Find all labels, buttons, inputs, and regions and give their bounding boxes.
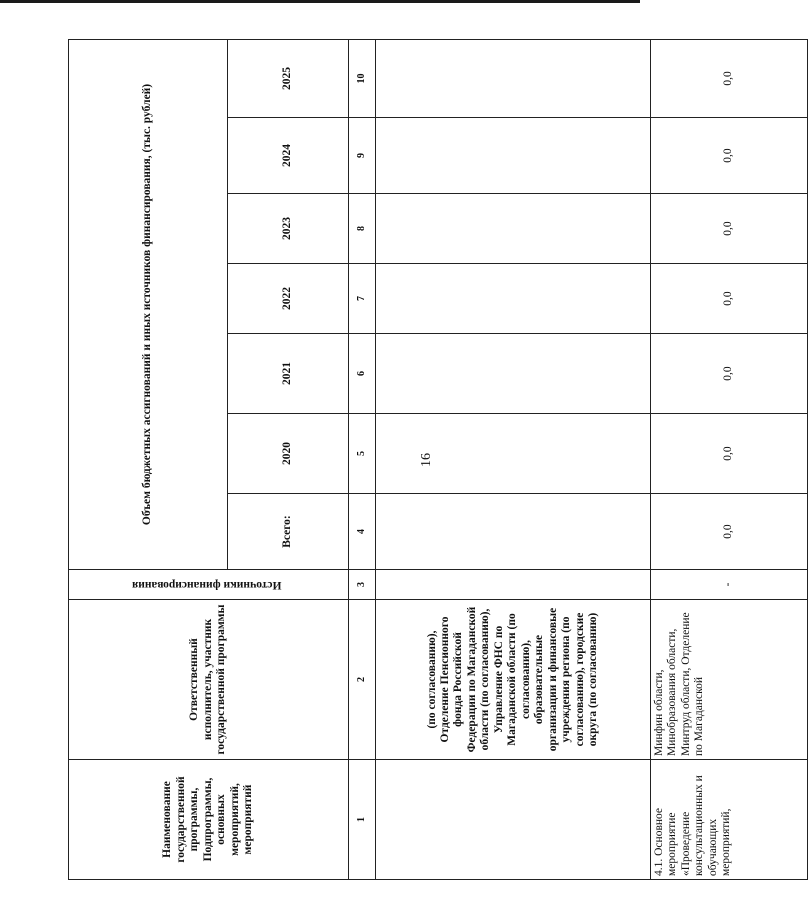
header-year-2024: 2024: [228, 118, 349, 194]
header-year-2020: 2020: [228, 414, 349, 494]
continuation-row: [376, 39, 651, 879]
col-num: 10: [349, 39, 376, 117]
header-executor: Ответственный исполнитель, участник государственной программы: [69, 600, 349, 760]
row-value-2023: 0,0: [651, 194, 808, 264]
header-source-text: Источники финансирования: [131, 579, 282, 592]
row-name: 4.1. Основное мероприятие «Проведение консультационных и обучающих мероприятий,: [651, 760, 808, 880]
col-num: 7: [349, 264, 376, 334]
col-num: 9: [349, 118, 376, 194]
header-row: [69, 39, 228, 879]
header-year-2022: 2022: [228, 264, 349, 334]
cont-cell: [376, 264, 651, 334]
col-num: 2: [349, 600, 376, 760]
cont-total: [376, 494, 651, 570]
rotated-page: [68, 40, 735, 880]
row-source: -: [651, 570, 808, 600]
col-num: 8: [349, 194, 376, 264]
header-year-2021: 2021: [228, 334, 349, 414]
cont-cell: [376, 194, 651, 264]
cont-cell: [376, 414, 651, 494]
col-num: 4: [349, 494, 376, 570]
row-value-2024: 0,0: [651, 118, 808, 194]
col-num: 5: [349, 414, 376, 494]
header-funding: Объем бюджетных ассигнований и иных источников финансирования, (тыс. рублей): [69, 39, 228, 569]
header-source: [69, 570, 349, 600]
header-name: Наименование государственной программы, Подпрограммы, основных мероприятий, мероприятий: [69, 760, 349, 880]
header-year-2025: 2025: [228, 39, 349, 117]
table-row: [651, 39, 808, 879]
cont-source: [376, 570, 651, 600]
row-value-2021: 0,0: [651, 334, 808, 414]
col-num: 3: [349, 570, 376, 600]
row-value-2025: 0,0: [651, 39, 808, 117]
header-total: Всего:: [228, 494, 349, 570]
cont-cell: [376, 118, 651, 194]
funding-table: [68, 39, 808, 880]
page-number: 16: [419, 453, 434, 467]
cont-cell: [376, 334, 651, 414]
cont-cell: [376, 39, 651, 117]
column-number-row: [349, 39, 376, 879]
row-value-2020: 0,0: [651, 414, 808, 494]
row-total: 0,0: [651, 494, 808, 570]
col-num: 1: [349, 760, 376, 880]
cont-executor: (по согласованию), Отделение Пенсионного фонда Российской Федерации по Магаданской области (по согласованию), Управление ФНС по Магаданской области (по согласованию), образовательные организации и финансовые учреждения региона (по согласованию), городские округа (по согласованию): [376, 600, 651, 760]
header-year-2023: 2023: [228, 194, 349, 264]
row-value-2022: 0,0: [651, 264, 808, 334]
col-num: 6: [349, 334, 376, 414]
top-rule: [0, 0, 640, 3]
cont-name: [376, 760, 651, 880]
row-executor: Минфин области, Минобразования области, Минтруд области, Отделение по Магаданской: [651, 600, 808, 760]
